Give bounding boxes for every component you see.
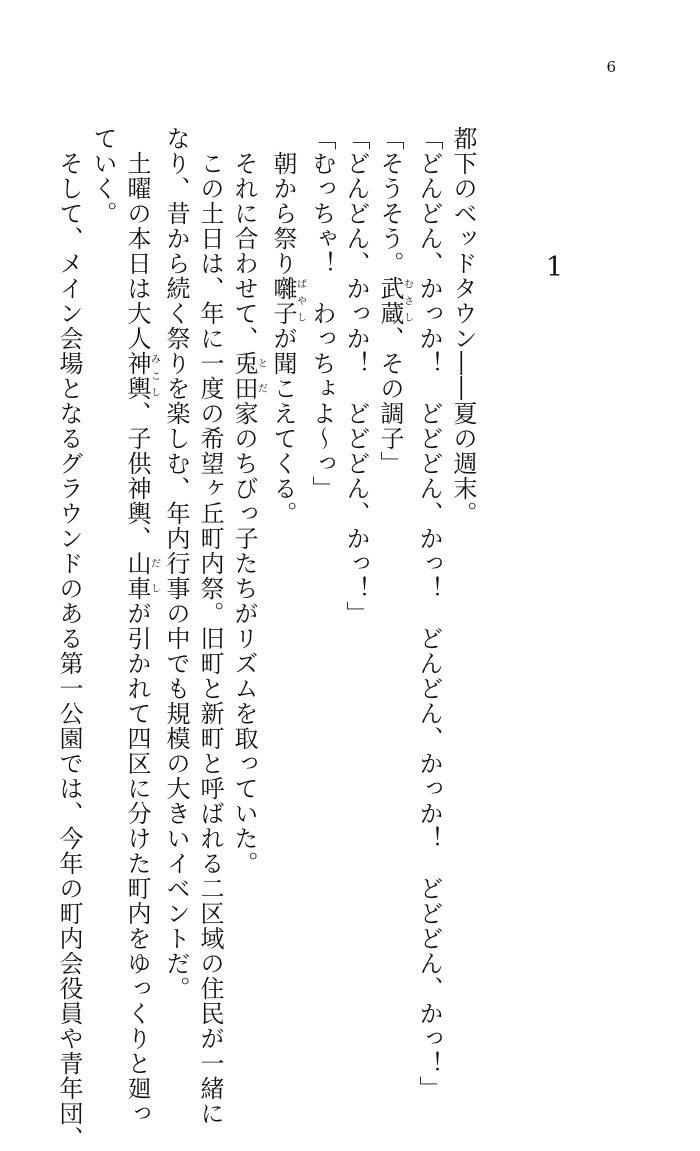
- text-line: ていく。: [89, 126, 117, 226]
- text-line: 「どんどん、かっか！ どどどん、かっ！」: [342, 126, 370, 626]
- text-line: そして、メイン会場となるグラウンドのある第一公園では、今年の町内会役員や青年団、: [55, 126, 83, 1151]
- ruby-annotation: 武蔵むさし: [376, 276, 413, 326]
- text-line: なり、昔から続く祭りを楽しむ、年内行事の中でも規模の大きいイベントだ。: [162, 126, 190, 1001]
- text-line: この土日は、年に一度の希望ヶ丘町内祭。旧町と新町と呼ばれる二区域の住民が一緒に: [196, 126, 224, 1126]
- text-line: 朝から祭り囃子ばやしが聞こえてくる。: [269, 126, 306, 526]
- ruby-annotation: 兎田とだ: [230, 351, 267, 401]
- text-line: 「むっちゃ！ わっちょよ〜っ」: [308, 126, 336, 501]
- text-line: 「そうそう。武蔵むさし、その調子」: [376, 126, 413, 476]
- ruby-annotation: 神輿みこし: [123, 351, 160, 401]
- text-line: 土曜の本日は大人神輿みこし、子供神輿、山車だしが引かれて四区に分けた町内をゆっくりと廻っ: [123, 126, 160, 1126]
- text-line: それに合わせて、兎田とだ家のちびっ子たちがリズムを取っていた。: [230, 126, 267, 876]
- text-line: 都下のベッドタウン――夏の週末。: [449, 126, 477, 526]
- ruby-annotation: 囃子ばやし: [269, 276, 306, 326]
- chapter-number: 1: [546, 252, 564, 283]
- page-number: 6: [606, 58, 616, 76]
- ruby-annotation: 山車だし: [123, 551, 160, 601]
- text-line: 「どんどん、かっか！ どどどん、かっ！ どんどん、かっか！ どどどん、かっ！」: [415, 126, 443, 1101]
- body-text: [55, 126, 480, 1151]
